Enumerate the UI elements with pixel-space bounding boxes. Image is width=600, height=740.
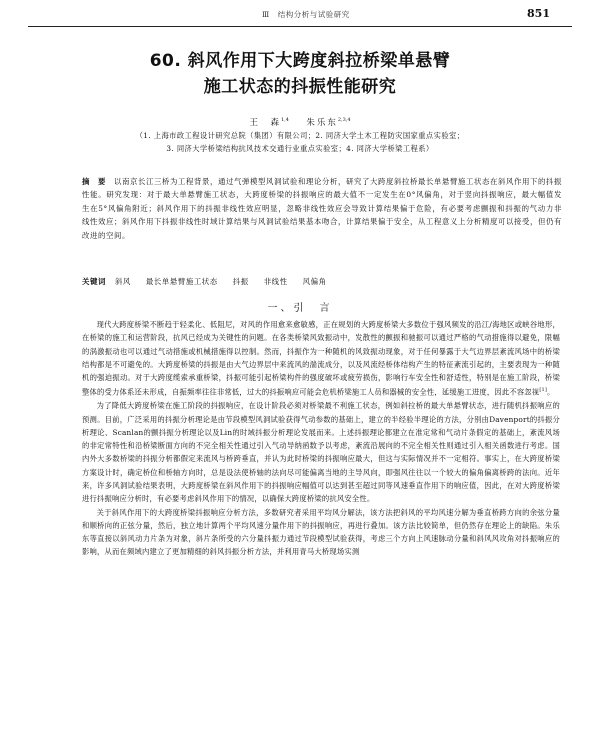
keyword: 风偏角 [302,277,327,286]
body-paragraph: 现代大跨度桥梁不断趋于轻柔化、低阻尼，对风的作用愈来愈敏感，正在规划的大跨度桥梁大多数位于强风频发的沿江/海地区或峡谷地形，在桥梁的施工和运营阶段，抗风已经成为关键性的问题。在各类桥梁风致振动中，发散性的颤振和驰振可以通过严格的气动措施得以避免，限幅的涡激振动也可以通过气动措施或机械措施得以控制。然而，抖振作为一种随机的风致振动现象，对于任何暴露于大气边界层紊流风场中的桥梁结构都是不可避免的。大跨度桥梁的抖振是由大气边界层中来流风的湍流成分，以及风流经桥体结构产生的特征紊流引起的，主要表现为一种随机的强迫振动。对于大跨度缆索承重桥梁，抖振可能引起桥梁构件的强度破坏或疲劳损伤，影响行车安全性和舒适性，特别是在施工阶段，桥梁整体的受力体系还未形成，自振频率往往非常低，过大的抖振响应可能会危机桥梁施工人员和器械的安全性，延缓施工进度，因此不容忽视[1]。 [82,320,560,397]
keyword: 斜风 [114,277,131,286]
affiliation-line-1: （1. 上海市政工程设计研究总院（集团）有限公司；2. 同济大学土木工程防灾国家重点实验室； [135,131,465,140]
abstract-text: 以南京长江三桥为工程背景，通过气弹模型风洞试验和理论分析，研究了大跨度斜拉桥最长单悬臂施工状态在斜风作用下的抖振性能。研究发现：对于最大单悬臂施工状态，大跨度桥梁的抖振响应的最大值不一定发生在0°风偏角，对于竖向抖振响应，最大幅值发生在5°风偏角附近；斜风作用下的抖振非线性效应明显，忽略非线性效应会导致计算结果偏于危险，有必要考虑颤振和抖振的气动力非线性效应；斜风作用下抖振非线性时域计算结果与风洞试验结果基本吻合，计算结果偏于安全，从工程意义上分析精度可以接受，但仍有改进的空间。 [82,177,562,240]
running-header-section: Ⅲ 结构分析与试验研究 [262,10,350,19]
keywords [82,276,562,287]
title-line-1: 60. 斜风作用下大跨度斜拉桥梁单悬臂 [149,51,451,71]
body-text [82,318,560,559]
paper-title [0,48,600,100]
title-line-2: 施工状态的抖振性能研究 [203,77,397,97]
keyword: 非线性 [263,277,288,286]
affiliations [40,130,560,155]
keyword: 最长单悬臂施工状态 [145,277,218,286]
page-number: 851 [527,7,550,20]
body-paragraph: 关于斜风作用下的大跨度桥梁抖振响应分析方法，多数研究者采用平均风分解法，该方法把斜风的平均风速分解为垂直桥跨方向的余弦分量和顺桥向的正弦分量，然后，独立地计算两个平均风速分量作用下的抖振响应，再进行叠加。该方法比较简单，但仍然存在理论上的缺陷。朱乐东等直接以斜风动力片条为对象，斜片条所受的六分量抖振力通过节段模型试验获得，考虑三个方向上风速脉动分量和斜风风攻角对抖振响应的影响，从而在频域内建立了更加精细的斜风抖振分析方法，并利用青马大桥现场实测 [82,507,560,557]
abstract [82,175,562,242]
affiliation-line-2: 3. 同济大学桥梁结构抗风技术交通行业重点实验室；4. 同济大学桥梁工程系） [166,143,434,153]
header-rule [28,26,572,27]
running-header [0,7,600,25]
author-list [0,116,600,128]
keywords-label: 关键词 [82,277,106,286]
keyword: 抖振 [232,277,249,286]
abstract-label: 摘 要 [82,177,106,186]
reference-mark: [1] [539,387,547,394]
body-paragraph: 为了降低大跨度桥梁在施工阶段的抖振响应，在设计阶段必须对桥梁最不利施工状态，例如斜拉桥的最大单悬臂状态，进行随机抖振响应的预测。目前，广泛采用的抖振分析理论是由节段模型风洞试验获得气动参数的基础上，建立的半经验半理论的方法，分别由Davenport的抖振分析理论、Scanlan的颤抖振分析理论以及Lin的时域抖振分析理论发展而来。上述抖振理论都建立在准定常和气动片条假定的基础上，紊流风场的非定常特性和沿桥梁断面方向的不完全相关性通过引入气动导纳函数予以考虑，紊流沿展向的不完全相关性则通过引入相关函数进行考虑。国内外大多数桥梁的抖振分析都假定来流风与桥跨垂直，并认为此时桥梁的抖振响应最大，但这与实际情况并不一定相符。事实上，在大跨度桥梁方案设计时，确定桥位和桥轴方向时，总是设法使桥轴的法向尽可能偏离当地的主导风向，即强风往往以一个较大的偏角偏离桥跨的法向。近年来，许多风洞试验结果表明，大跨度桥梁在斜风作用下的抖振响应幅值可以达到甚至超过同等风速垂直作用下的响应值，因此，在对大跨度桥梁进行抖振响应分析时，有必要考虑斜风作用下的情况，以确保大跨度桥梁的抗风安全性。 [82,401,560,504]
section-heading: 一、引 言 [267,303,333,314]
author-1: 王 森$^{1,4}$ [249,117,289,128]
author-2: 朱乐东$^{2,3,4}$ [306,117,351,128]
